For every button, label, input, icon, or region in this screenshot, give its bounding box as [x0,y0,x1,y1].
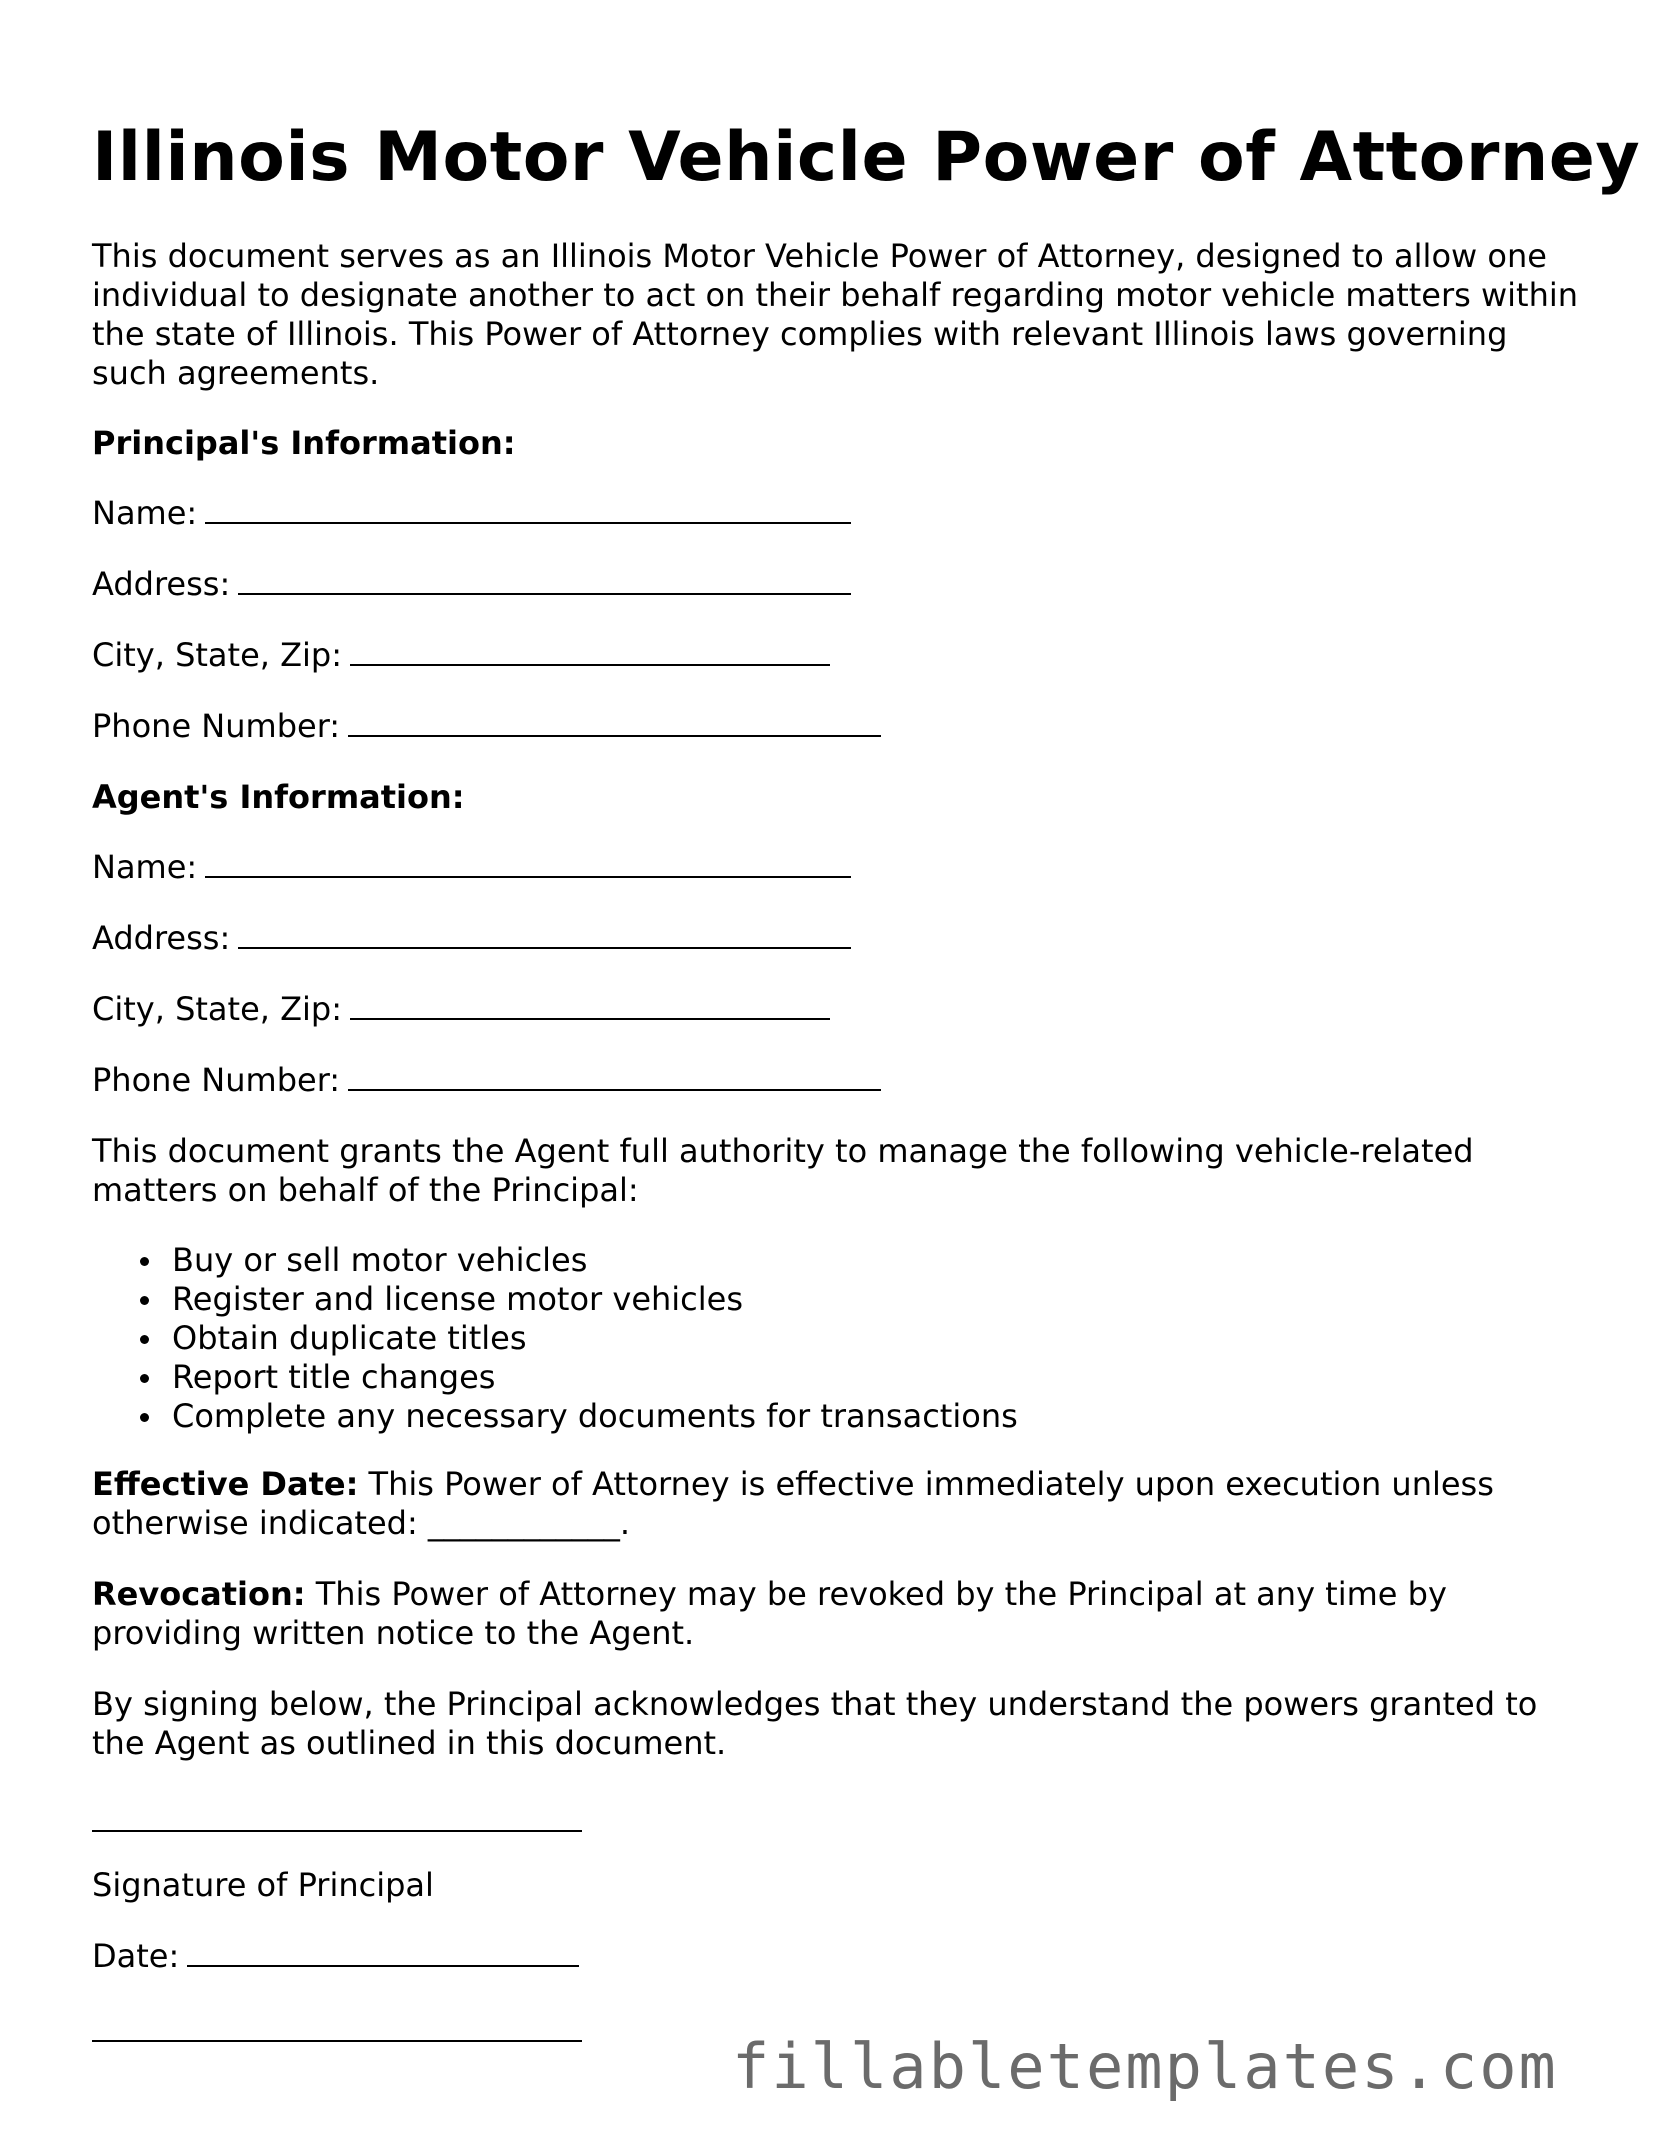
effective-date-paragraph [92,1465,1552,1543]
agent-address-field[interactable] [238,921,851,949]
authority-paragraph: This document grants the Agent full authority to manage the following vehicle-related matters on behalf of the Principal: [92,1132,1474,1209]
date-label: Date: [92,1937,180,1975]
intro-paragraph: This document serves as an Illinois Motor Vehicle Power of Attorney, designed to allow one individual to designate another to act on their behalf regarding motor vehicle matters within the state of Illinois. This Power of Attorney complies with relevant Illinois laws governing such agreements. [92,237,1579,392]
principal-city-field[interactable] [350,638,830,666]
principal-city-row [92,636,830,675]
power-item: Buy or sell motor vehicles [92,1241,1018,1280]
revocation-text: This Power of Attorney may be revoked by the Principal at any time by providing written notice to the Agent. [92,1575,1447,1652]
agent-phone-field[interactable] [348,1063,881,1091]
agent-city-row [92,990,830,1029]
principal-phone-label: Phone Number: [92,707,341,745]
agent-city-label: City, State, Zip: [92,990,343,1028]
date-row [92,1937,579,1976]
agent-heading: Agent's Information: [92,778,465,816]
agent-phone-label: Phone Number: [92,1061,341,1099]
power-item: Register and license motor vehicles [92,1280,1018,1319]
principal-phone-field[interactable] [348,709,881,737]
principal-city-label: City, State, Zip: [92,636,343,674]
agent-address-label: Address: [92,919,231,957]
principal-address-label: Address: [92,565,231,603]
agent-address-row [92,919,851,958]
agent-name-label: Name: [92,848,198,886]
effective-date-label: Effective Date: [92,1465,359,1503]
principal-name-row [92,494,851,533]
principal-address-row [92,565,851,604]
revocation-label: Revocation: [92,1575,306,1613]
powers-list [92,1241,1018,1436]
principal-phone-row [92,707,881,746]
agent-name-field[interactable] [205,850,851,878]
principal-name-label: Name: [92,494,198,532]
date-field[interactable] [187,1939,579,1967]
principal-signature-line[interactable] [92,1830,582,1832]
power-item: Complete any necessary documents for transactions [92,1397,1018,1436]
power-item: Obtain duplicate titles [92,1319,1018,1358]
effective-date-text: This Power of Attorney is effective immediately upon execution unless otherwise indicated: ____________. [92,1465,1494,1542]
power-item: Report title changes [92,1358,1018,1397]
revocation-paragraph [92,1575,1512,1653]
second-signature-line[interactable] [92,2040,582,2042]
principal-address-field[interactable] [238,567,851,595]
watermark: fillabletemplates.com [732,2030,1558,2103]
agent-city-field[interactable] [350,992,830,1020]
agent-phone-row [92,1061,881,1100]
principal-heading: Principal's Information: [92,424,516,462]
signature-label: Signature of Principal [92,1866,434,1904]
acknowledgement-paragraph: By signing below, the Principal acknowledges that they understand the powers granted to the Agent as outlined in this document. [92,1685,1538,1762]
principal-name-field[interactable] [205,496,851,524]
agent-name-row [92,848,851,887]
document-title: Illinois Motor Vehicle Power of Attorney [92,118,1641,197]
